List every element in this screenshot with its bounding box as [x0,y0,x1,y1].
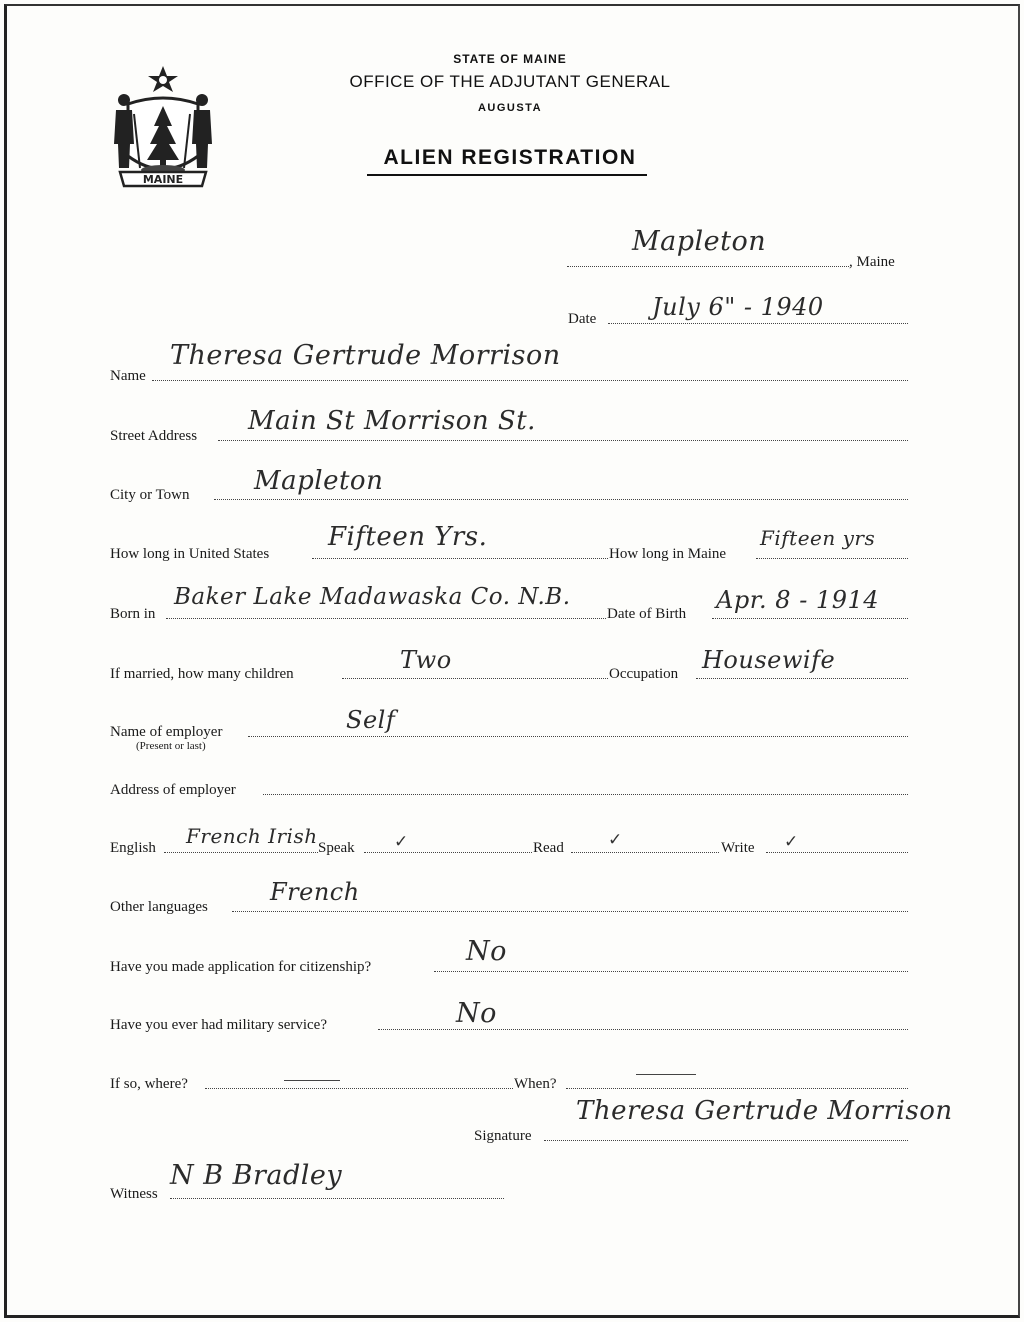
employer-address-line [263,794,908,795]
other-languages-label: Other languages [110,899,208,915]
how-long-maine-value: Fifteen yrs [760,526,876,550]
speak-check-icon: ✓ [394,832,409,852]
read-check-icon: ✓ [608,830,623,850]
citizenship-label: Have you made application for citizenship? [110,959,372,975]
date-value: July 6" - 1940 [652,293,824,321]
occupation-label: Occupation [609,666,679,682]
english-value: French Irish [186,824,318,848]
date-line [608,323,908,324]
citizenship-line [434,971,908,972]
street-line [218,440,908,441]
read-label: Read [533,840,564,856]
write-check-icon: ✓ [784,832,799,852]
read-line [571,852,719,853]
occupation-value: Housewife [702,646,836,674]
write-line [766,852,908,853]
town-line [567,266,849,267]
born-label: Born in [110,606,156,622]
city-line [214,499,908,500]
signature-label: Signature [474,1128,532,1144]
military-line [378,1029,908,1030]
how-long-us-value: Fifteen Yrs. [328,522,488,552]
speak-label: Speak [318,840,355,856]
town-suffix: , Maine [849,254,895,270]
name-label: Name [110,368,146,384]
employer-line [248,736,908,737]
employer-label: Name of employer [110,724,223,740]
english-label: English [110,840,156,856]
employer-value: Self [346,706,396,734]
date-label: Date [568,311,597,327]
witness-line [170,1198,504,1199]
where-dash [284,1080,340,1081]
header-office: OFFICE OF THE ADJUTANT GENERAL [349,72,671,91]
children-label: If married, how many children [110,666,294,682]
seal-text: MAINE [142,173,184,186]
when-label: When? [514,1076,557,1092]
witness-label: Witness [110,1186,158,1202]
city-label: City or Town [110,487,190,503]
signature-line [544,1140,908,1141]
dob-line [712,618,908,619]
born-value: Baker Lake Madawaska Co. N.B. [174,584,571,610]
header-state: STATE OF MAINE [453,52,567,66]
form-title: ALIEN REGISTRATION [383,146,637,169]
other-languages-line [232,911,908,912]
town-value: Mapleton [632,226,767,257]
how-long-maine-label: How long in Maine [609,546,727,562]
when-dash [636,1074,696,1075]
dob-value: Apr. 8 - 1914 [716,586,880,614]
write-label: Write [721,840,755,856]
signature-value: Theresa Gertrude Morrison [576,1096,953,1126]
name-line [152,380,908,381]
how-long-us-label: How long in United States [110,546,270,562]
where-line [205,1088,513,1089]
occupation-line [696,678,908,679]
english-line [164,852,318,853]
title-underline [367,174,647,176]
children-value: Two [400,646,452,674]
how-long-maine-line [756,558,908,559]
city-value: Mapleton [254,466,384,496]
citizenship-value: No [466,936,507,967]
military-value: No [456,998,497,1029]
when-line [566,1088,908,1089]
street-value: Main St Morrison St. [248,406,536,436]
employer-sublabel: (Present or last) [136,740,206,752]
other-languages-value: French [270,878,360,906]
employer-address-label: Address of employer [110,782,236,798]
how-long-us-line [312,558,608,559]
dob-label: Date of Birth [607,606,687,622]
witness-value: N B Bradley [170,1160,343,1191]
children-line [342,678,608,679]
name-value: Theresa Gertrude Morrison [170,340,561,371]
where-label: If so, where? [110,1076,188,1092]
header-city: AUGUSTA [477,102,543,114]
maine-state-seal-icon [110,64,216,188]
speak-line [364,852,532,853]
born-line [166,618,606,619]
street-label: Street Address [110,428,198,444]
military-label: Have you ever had military service? [110,1017,327,1033]
